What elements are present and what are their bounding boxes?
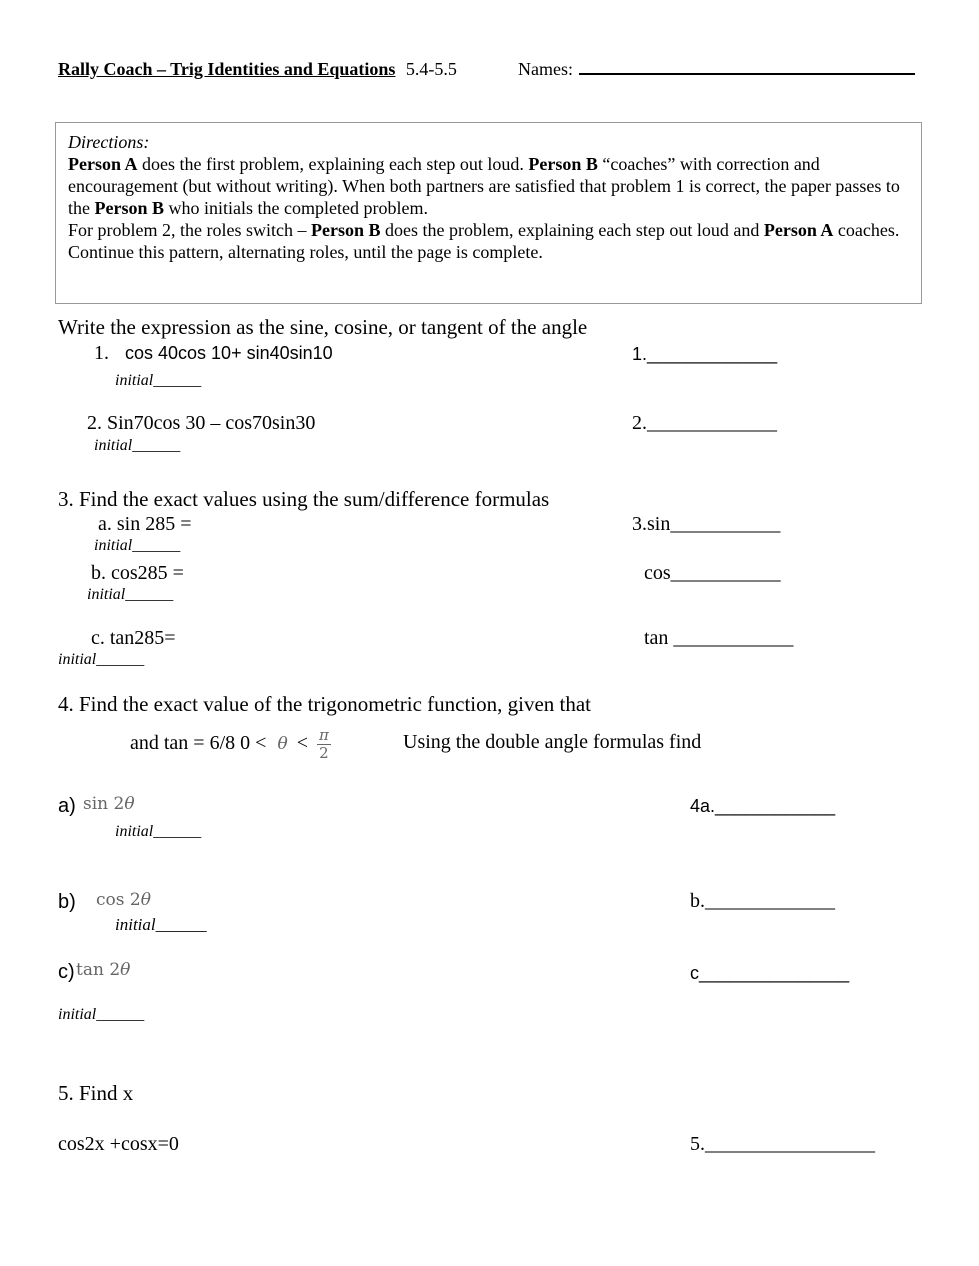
- person-a-label: Person A: [763, 220, 834, 240]
- answer-2[interactable]: 2._____________: [632, 412, 777, 434]
- label-4b: b): [58, 891, 76, 913]
- initial-3c[interactable]: initial______: [58, 651, 145, 668]
- answer-5[interactable]: 5._________________: [690, 1133, 875, 1155]
- question-1: 1. cos 40cos 10+ sin40sin10: [94, 342, 333, 364]
- person-b-label: Person B: [528, 154, 598, 174]
- names-line[interactable]: [579, 59, 915, 75]
- worksheet-title: Rally Coach – Trig Identities and Equations: [58, 59, 396, 79]
- section-range: 5.4-5.5: [405, 59, 457, 79]
- equation-5: cos2x +cosx=0: [58, 1133, 179, 1155]
- question-3a: a. sin 285 =: [98, 513, 192, 535]
- answer-1[interactable]: 1._____________: [632, 344, 778, 364]
- directions-box: [55, 122, 922, 304]
- given-condition: and tan = 6/8 0 < θ < $\frac{\pi}{2}$: [130, 725, 329, 762]
- section1-heading: Write the expression as the sine, cosine, or tangent of the angle: [58, 315, 588, 339]
- expr-sin-2theta: sin 2θ: [83, 794, 135, 814]
- double-angle-instruction: Using the double angle formulas find: [403, 731, 702, 753]
- initial-2[interactable]: initial______: [94, 437, 181, 454]
- initial-4c[interactable]: initial______: [58, 1006, 145, 1023]
- person-b-label: Person B: [310, 220, 381, 240]
- names-field[interactable]: [518, 59, 915, 80]
- label-4a: a): [58, 795, 76, 817]
- section3-heading: 3. Find the exact values using the sum/difference formulas: [58, 487, 550, 511]
- answer-4c[interactable]: c_______________: [690, 963, 850, 983]
- question-2: 2. Sin70cos 30 – cos70sin30: [87, 412, 316, 434]
- answer-3c[interactable]: tan ____________: [644, 627, 794, 649]
- question-3c: c. tan285=: [91, 627, 176, 649]
- names-label: Names:: [518, 59, 573, 79]
- expr-tan-2theta: tan 2θ: [76, 960, 131, 980]
- question-3b: b. cos285 =: [91, 562, 184, 584]
- directions-heading: Directions:: [68, 132, 150, 152]
- answer-4b[interactable]: b._____________: [690, 890, 835, 912]
- theta-symbol: θ: [277, 734, 288, 754]
- directions-text: [68, 131, 913, 263]
- initial-4a[interactable]: initial______: [115, 823, 202, 840]
- section5-heading: 5. Find x: [58, 1081, 134, 1105]
- section4-heading: 4. Find the exact value of the trigonometric function, given that: [58, 692, 592, 716]
- directions-paragraph-3: Continue this pattern, alternating roles, until the page is complete.: [68, 242, 543, 262]
- person-a-label: Person A: [68, 154, 138, 174]
- label-4c: c): [58, 961, 75, 983]
- initial-1[interactable]: initial______: [115, 372, 202, 389]
- answer-3b[interactable]: cos___________: [644, 562, 781, 584]
- initial-3b[interactable]: initial______: [87, 586, 174, 603]
- person-b-label: Person B: [94, 198, 164, 218]
- expr-cos-2theta: cos 2θ: [96, 890, 151, 910]
- directions-paragraph-1: Person A does the first problem, explaining each step out loud. Person B “coaches” with correction and encouragement (but without writing). When both partners are satisfied that problem 1 is correct, the paper passes to the Person B who initials the completed problem.: [68, 154, 900, 218]
- initial-3a[interactable]: initial______: [94, 537, 181, 554]
- answer-4a[interactable]: 4a.____________: [690, 796, 836, 816]
- pi-over-2-fraction: $\frac{\pi}{2}$: [318, 725, 329, 762]
- header: [58, 59, 457, 80]
- directions-paragraph-2: For problem 2, the roles switch – Person B does the problem, explaining each step out loud and Person A coaches.: [68, 220, 900, 240]
- answer-3a[interactable]: 3.sin___________: [632, 513, 781, 535]
- initial-4b[interactable]: initial______: [115, 915, 207, 934]
